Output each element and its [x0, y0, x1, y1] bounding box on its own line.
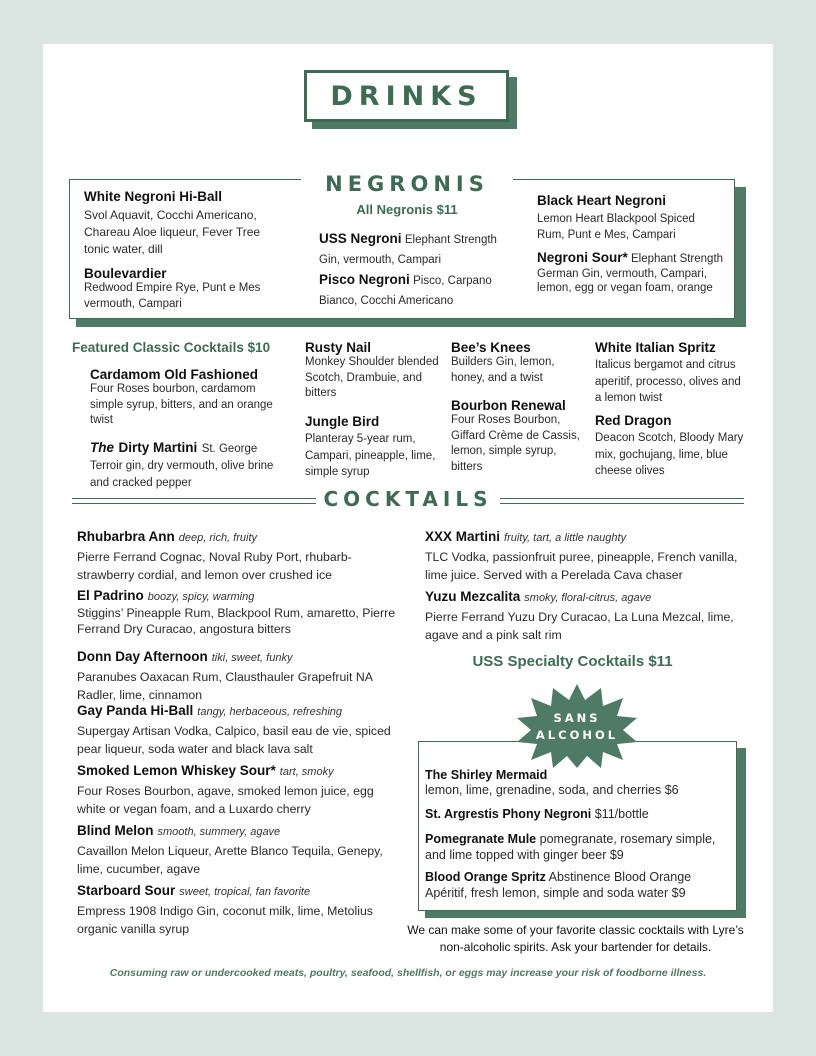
- cocktail-item: [77, 822, 397, 882]
- item-desc: Redwood Empire Rye, Punt e Mes vermouth, Campari: [84, 282, 261, 310]
- cocktail-item: [77, 882, 397, 942]
- item-desc: Builders Gin, lemon, honey, and a twist: [451, 356, 555, 384]
- item-tags: smooth, summery, agave: [157, 826, 281, 838]
- item-desc: Abstinence Blood Orange Apéritif, fresh lemon, simple and soda water $9: [425, 870, 692, 900]
- item-desc: Cavaillon Melon Liqueur, Arette Blanco Tequila, Genepy, lime, cucumber, agave: [77, 844, 383, 876]
- classic-item: [90, 440, 285, 491]
- item-tags: deep, rich, fruity: [178, 532, 258, 544]
- title-box: [304, 70, 509, 122]
- item-name: El Padrino: [77, 588, 144, 603]
- non-alcoholic-note: We can make some of your favorite classic cocktails with Lyre’s non-alcoholic spirits. Ask your bartender for details.: [407, 923, 744, 954]
- item-name: Donn Day Afternoon: [77, 649, 208, 664]
- item-name: Pisco Negroni: [319, 272, 410, 287]
- item-name: XXX Martini: [425, 529, 501, 544]
- classic-item: [305, 340, 440, 402]
- cocktail-item: [77, 648, 397, 702]
- item-desc: Elephant Strength Gin, vermouth, Campari: [319, 234, 497, 266]
- item-desc: pomegranate, rosemary simple, and lime topped with ginger beer $9: [425, 832, 716, 862]
- badge-line-1: SANS: [553, 711, 601, 725]
- cocktail-list-left: [77, 528, 397, 942]
- item-name: White Italian Spritz: [595, 340, 716, 355]
- item-tags: boozy, spicy, warming: [147, 591, 255, 603]
- item-name: The Shirley Mermaid: [425, 768, 548, 782]
- item-name: Gay Panda Hi-Ball: [77, 703, 194, 718]
- item-name: Rusty Nail: [305, 340, 372, 355]
- item-name: Black Heart Negroni: [537, 193, 667, 208]
- menu-page: [43, 44, 773, 1012]
- item-tags: sweet, tropical, fan favorite: [179, 886, 311, 898]
- sans-alcohol-list: [425, 768, 725, 901]
- item-tags: tart, smoky: [279, 766, 334, 778]
- item-name: Boulevardier: [84, 266, 167, 281]
- item-desc: Deacon Scotch, Bloody Mary mix, gochujang, lime, blue cheese olives: [595, 432, 744, 477]
- item-name: USS Negroni: [319, 231, 402, 246]
- item-name: Negroni Sour*: [537, 250, 628, 265]
- item-name: Red Dragon: [595, 413, 672, 428]
- divider-rule: [500, 498, 744, 499]
- item-desc: Paranubes Oaxacan Rum, Clausthauler Grapefruit NA Radler, lime, cinnamon: [77, 670, 373, 702]
- title-block: [304, 70, 509, 122]
- item-name: Jungle Bird: [305, 414, 380, 429]
- sans-item: [425, 831, 725, 869]
- item-tags: smoky, floral-citrus, agave: [524, 592, 652, 604]
- classic-item: [451, 398, 586, 475]
- item-desc: Four Roses Bourbon, agave, smoked lemon juice, egg white or vegan foam, and a Luxardo cherry: [77, 784, 374, 816]
- cocktail-item: [425, 528, 755, 588]
- negroni-item: [537, 251, 727, 296]
- item-desc: Pisco, Carpano Bianco, Cocchi Americano: [319, 275, 492, 307]
- item-desc: Svol Aquavit, Cocchi Americano, Chareau Aloe liqueur, Fever Tree tonic water, dill: [84, 208, 261, 256]
- classic-item: [451, 340, 581, 386]
- divider-rule: [72, 498, 316, 499]
- item-desc: Lemon Heart Blackpool Spiced Rum, Punt e Mes, Campari: [537, 213, 695, 241]
- negroni-item: [84, 189, 284, 258]
- specialty-title: USS Specialty Cocktails $11: [472, 653, 673, 670]
- negroni-item: [537, 193, 722, 243]
- sans-alcohol-burst-icon: [515, 684, 639, 768]
- item-name: Cardamom Old Fashioned: [90, 367, 259, 382]
- item-desc: $11/bottle: [594, 807, 649, 821]
- cocktail-item: [77, 528, 397, 588]
- item-name-em: The: [90, 440, 115, 455]
- item-name: Smoked Lemon Whiskey Sour*: [77, 763, 276, 778]
- item-desc: TLC Vodka, passionfruit puree, pineapple, French vanilla, lime juice. Served with a Perelada Cava chaser: [425, 550, 738, 582]
- sans-item: [425, 806, 725, 828]
- item-name: Pomegranate Mule: [425, 832, 537, 846]
- cocktail-item: [77, 588, 397, 648]
- item-desc: Four Roses bourbon, cardamom simple syrup, bitters, and an orange twist: [90, 383, 273, 426]
- negronis-price: All Negronis $11: [356, 202, 458, 217]
- item-name: Starboard Sour: [77, 883, 176, 898]
- classic-item: [90, 367, 285, 429]
- sans-item: [425, 869, 725, 901]
- cocktail-item: [425, 588, 755, 648]
- item-tags: tiki, sweet, funky: [211, 652, 293, 664]
- item-name: St. Argrestis Phony Negroni: [425, 807, 592, 821]
- page-title: DRINKS: [330, 80, 483, 112]
- divider-rule: [500, 503, 744, 504]
- item-name: Blind Melon: [77, 823, 154, 838]
- negroni-item: [319, 229, 511, 270]
- cocktails-title: COCKTAILS: [323, 487, 493, 511]
- item-desc: Pierre Ferrand Cognac, Noval Ruby Port, rhubarb-strawberry cordial, and lemon over crushed ice: [77, 550, 352, 582]
- item-desc: lemon, lime, grenadine, soda, and cherries $6: [425, 783, 679, 797]
- item-name: Bee’s Knees: [451, 340, 531, 355]
- item-desc: St. George Terroir gin, dry vermouth, olive brine and cracked pepper: [90, 443, 274, 489]
- negroni-item: [319, 270, 511, 311]
- classic-item: [595, 340, 745, 407]
- sans-item: [425, 768, 725, 806]
- food-safety-disclaimer: Consuming raw or undercooked meats, poultry, seafood, shellfish, or eggs may increase your risk of foodborne illness.: [109, 967, 707, 979]
- classic-item: [595, 413, 745, 480]
- negronis-title: NEGRONIS: [325, 172, 489, 196]
- item-desc: Stiggins’ Pineapple Rum, Blackpool Rum, amaretto, Pierre Ferrand Dry Curacao, angostura bitters: [77, 606, 396, 636]
- item-desc: Supergay Artisan Vodka, Calpico, basil eau de vie, spiced pear liqueur, soda water and black lava salt: [77, 724, 391, 756]
- item-desc: Four Roses Bourbon, Giffard Crème de Cassis, lemon, simple syrup, bitters: [451, 414, 580, 473]
- item-desc: Pierre Ferrand Yuzu Dry Curacao, La Luna Mezcal, lime, agave and a pink salt rim: [425, 610, 734, 642]
- item-name: Yuzu Mezcalita: [425, 589, 521, 604]
- item-name: Dirty Martini: [118, 440, 198, 455]
- divider-rule: [72, 503, 316, 504]
- item-tags: fruity, tart, a little naughty: [504, 532, 627, 544]
- item-desc: Planteray 5-year rum, Campari, pineapple, lime, simple syrup: [305, 433, 436, 478]
- classic-item: [305, 414, 440, 481]
- item-desc: Italicus bergamot and citrus aperitif, processo, olives and a lemon twist: [595, 359, 741, 404]
- item-name: Bourbon Renewal: [451, 398, 566, 413]
- classics-title: Featured Classic Cocktails $10: [72, 340, 271, 355]
- negroni-item: [84, 266, 289, 312]
- cocktail-list-right: [425, 528, 755, 648]
- item-desc: Monkey Shoulder blended Scotch, Drambuie, and bitters: [305, 356, 439, 399]
- item-name: Rhubarbra Ann: [77, 529, 175, 544]
- item-desc: Elephant Strength German Gin, vermouth, Campari, lemon, egg or vegan foam, orange: [537, 253, 724, 294]
- item-name: White Negroni Hi-Ball: [84, 189, 222, 204]
- item-name: Blood Orange Spritz: [425, 870, 546, 884]
- item-tags: tangy, herbaceous, refreshing: [197, 706, 343, 718]
- cocktail-item: [77, 702, 397, 762]
- item-desc: Empress 1908 Indigo Gin, coconut milk, lime, Metolius organic vanilla syrup: [77, 904, 373, 936]
- badge-line-2: ALCOHOL: [535, 728, 619, 742]
- cocktail-item: [77, 762, 397, 822]
